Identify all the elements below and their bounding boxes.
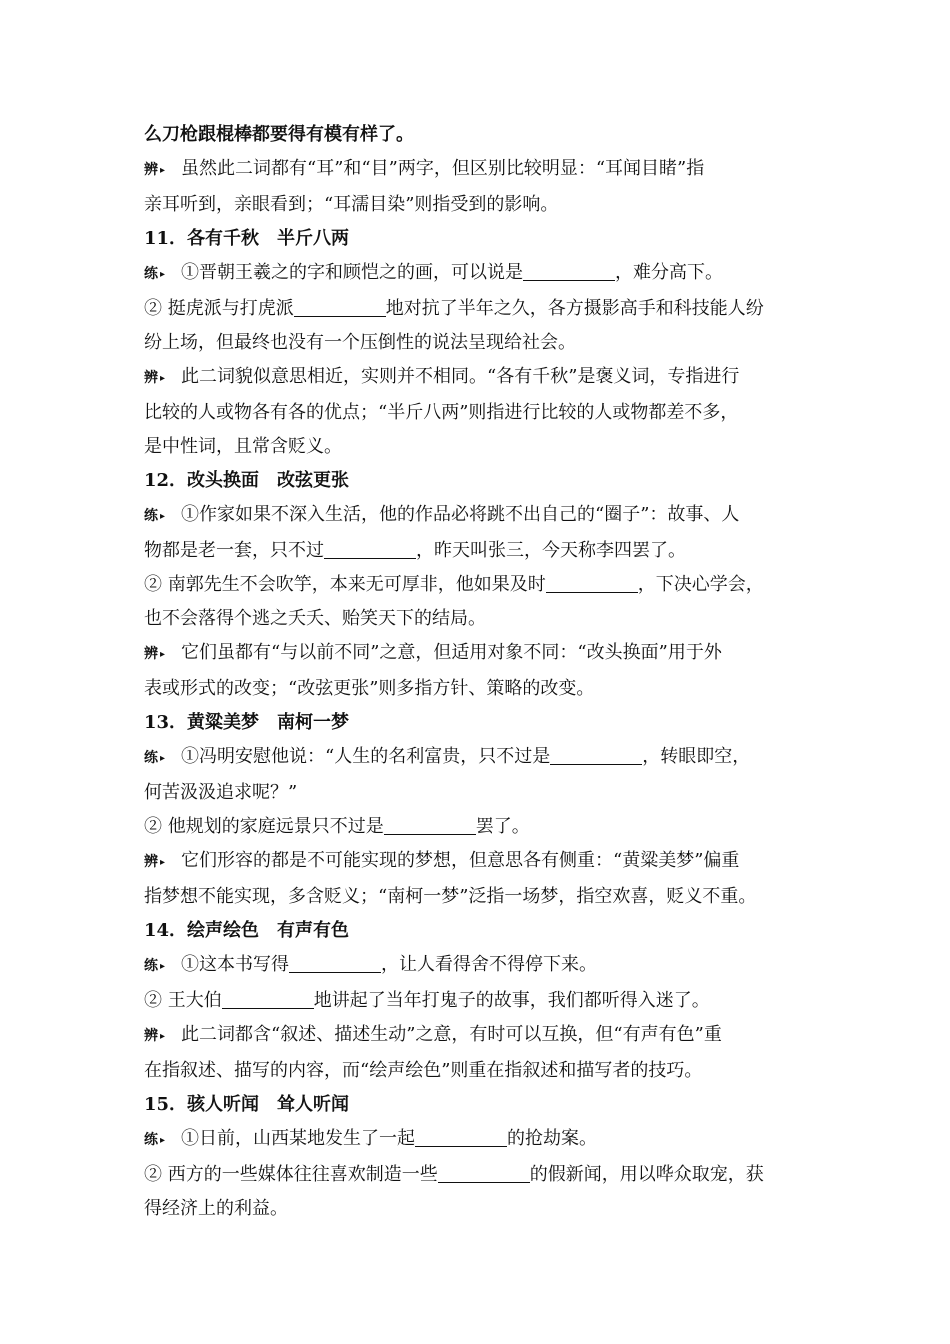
answer-blank[interactable] bbox=[523, 260, 615, 281]
exercise-11-2: ② 挺虎派与打虎派 地对抗了半年之久，各方摄影高手和科技能人纷 纷上场，但最终也没有一个压倒性的说法呈现给社会。 bbox=[144, 298, 764, 353]
lian-tag-icon: 练 ▸ bbox=[144, 266, 166, 282]
answer-blank[interactable] bbox=[289, 952, 381, 973]
answer-blank[interactable] bbox=[294, 296, 386, 317]
exercise-13-1: 练 ▸ ①冯明安慰他说：“人生的名利富贵，只不过是 ，转眼即空， 何苦汲汲追求呢？” bbox=[144, 740, 814, 810]
heading-15: 15．骇人听闻 耸人听闻 bbox=[144, 1094, 350, 1115]
exercise-12-2: ② 南郭先生不会吹竽，本来无可厚非，他如果及时 ，下决心学会， 也不会落得个逃之夭夭、贻笑天下的结局。 bbox=[144, 574, 764, 629]
exercise-14-2: ② 王大伯 地讲起了当年打鬼子的故事，我们都听得入迷了。 bbox=[144, 990, 710, 1011]
heading-14: 14．绘声绘色 有声有色 bbox=[144, 920, 350, 941]
heading-13: 13．黄粱美梦 南柯一梦 bbox=[144, 712, 350, 733]
lian-tag-icon: 练 ▸ bbox=[144, 958, 166, 974]
answer-blank[interactable] bbox=[384, 814, 476, 835]
answer-blank[interactable] bbox=[415, 1126, 507, 1147]
continuation-line: 么刀枪跟棍棒都要得有模有样了。 bbox=[144, 124, 414, 145]
exercise-13-2: ② 他规划的家庭远景只不过是 罢了。 bbox=[144, 816, 530, 837]
bian-tag-icon: 辨 ▸ bbox=[144, 854, 166, 870]
bian-tag-icon: 辨 ▸ bbox=[144, 162, 166, 178]
exercise-14-1: 练 ▸ ①这本书写得 ，让人看得舍不得停下来。 bbox=[144, 948, 814, 984]
answer-blank[interactable] bbox=[222, 988, 314, 1009]
answer-blank[interactable] bbox=[546, 572, 638, 593]
analysis-13: 辨 ▸ 它们形容的都是不可能实现的梦想，但意思各有侧重：“黄粱美梦”偏重 指梦想不能实现，多含贬义；“南柯一梦”泛指一场梦，指空欢喜，贬义不重。 bbox=[144, 844, 814, 914]
exercise-11-1: 练 ▸ ①晋朝王羲之的字和顾恺之的画，可以说是 ，难分高下。 bbox=[144, 256, 814, 292]
analysis-11: 辨 ▸ 此二词貌似意思相近，实则并不相同。“各有千秋”是褒义词，专指进行 比较的人或物各有各的优点；“半斤八两”则指进行比较的人或物都差不多， 是中性词，且常含贬义。 bbox=[144, 360, 814, 464]
bian-tag-icon: 辨 ▸ bbox=[144, 370, 166, 386]
answer-blank[interactable] bbox=[550, 744, 642, 765]
lian-tag-icon: 练 ▸ bbox=[144, 508, 166, 524]
lian-tag-icon: 练 ▸ bbox=[144, 750, 166, 766]
document-body bbox=[144, 118, 814, 1226]
exercise-15-1: 练 ▸ ①日前，山西某地发生了一起 的抢劫案。 bbox=[144, 1122, 814, 1158]
exercise-12-1: 练 ▸ ①作家如果不深入生活，他的作品必将跳不出自己的“圈子”：故事、人 物都是老一套，只不过 ，昨天叫张三，今天称李四罢了。 bbox=[144, 498, 814, 568]
bian-tag-icon: 辨 ▸ bbox=[144, 1028, 166, 1044]
answer-blank[interactable] bbox=[324, 538, 416, 559]
analysis-14: 辨 ▸ 此二词都含“叙述、描述生动”之意，有时可以互换，但“有声有色”重 在指叙述、描写的内容，而“绘声绘色”则重在指叙述和描写者的技巧。 bbox=[144, 1018, 814, 1088]
bian-tag-icon: 辨 ▸ bbox=[144, 646, 166, 662]
heading-12: 12．改头换面 改弦更张 bbox=[144, 470, 350, 491]
analysis-12: 辨 ▸ 它们虽都有“与以前不同”之意，但适用对象不同：“改头换面”用于外 表或形式的改变；“改弦更张”则多指方针、策略的改变。 bbox=[144, 636, 814, 706]
answer-blank[interactable] bbox=[438, 1162, 530, 1183]
analysis-10: 辨 ▸ 虽然此二词都有“耳”和“目”两字，但区别比较明显：“耳闻目睹”指 亲耳听到，亲眼看到；“耳濡目染”则指受到的影响。 bbox=[144, 152, 814, 222]
heading-11: 11．各有千秋 半斤八两 bbox=[144, 228, 350, 249]
exercise-15-2: ② 西方的一些媒体往往喜欢制造一些 的假新闻，用以哗众取宠，获 得经济上的利益。 bbox=[144, 1164, 764, 1219]
lian-tag-icon: 练 ▸ bbox=[144, 1132, 166, 1148]
